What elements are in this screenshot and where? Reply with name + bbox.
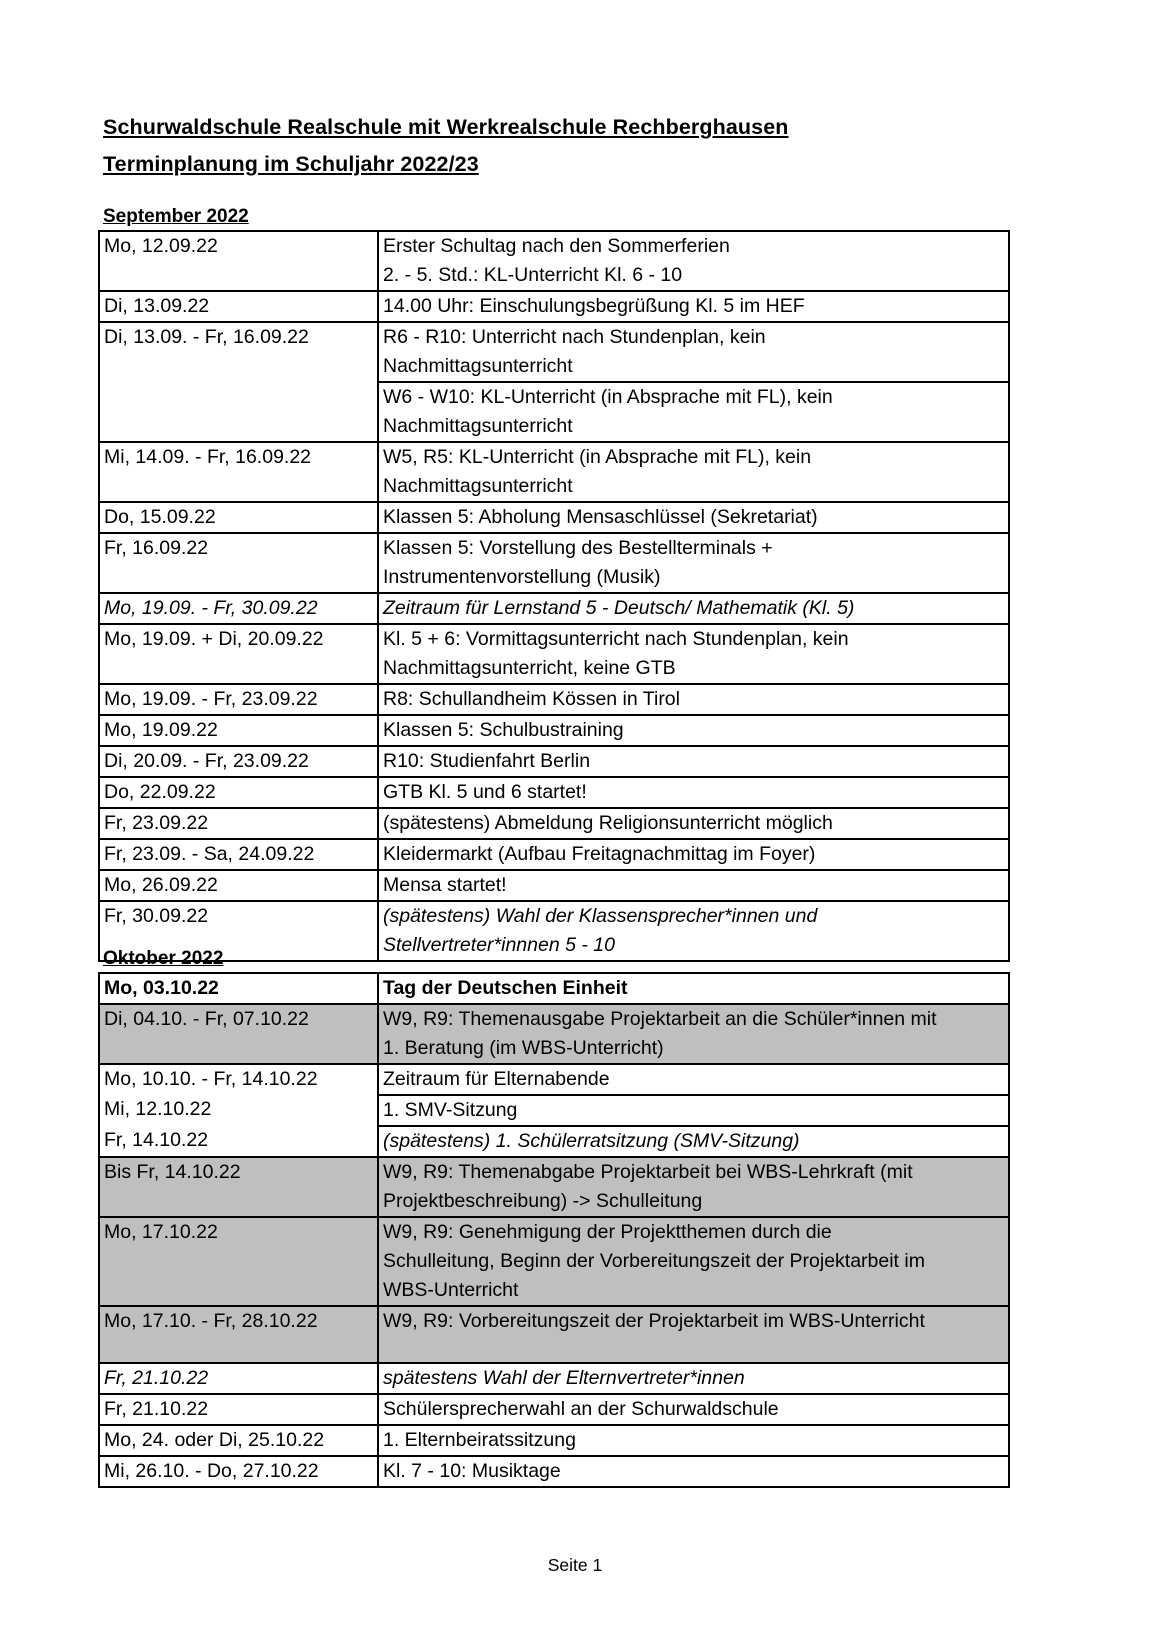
- date-cell: Fr, 21.10.22: [99, 1394, 378, 1425]
- date-cell: Mo, 19.09. - Fr, 30.09.22: [99, 593, 378, 624]
- event-line: Instrumentenvorstellung (Musik): [383, 566, 661, 588]
- event-line: Nachmittagsunterricht: [383, 415, 573, 437]
- event-cell: [378, 1363, 1009, 1394]
- date-cell: Mi, 12.10.22: [99, 1095, 378, 1126]
- event-cell: [378, 1004, 1009, 1064]
- event-line: R8: Schullandheim Kössen in Tirol: [383, 688, 680, 710]
- table-row: [99, 901, 1009, 961]
- event-line: (spätestens) Abmeldung Religionsunterricht möglich: [383, 812, 833, 834]
- event-line: Zeitraum für Elternabende: [383, 1068, 610, 1090]
- table-row: [99, 624, 1009, 684]
- table-row: [99, 1126, 1009, 1157]
- date-cell: Di, 20.09. - Fr, 23.09.22: [99, 746, 378, 777]
- event-cell: [378, 533, 1009, 593]
- table-row: [99, 322, 1009, 382]
- table-row: [99, 1394, 1009, 1425]
- event-line: Schülersprecherwahl an der Schurwaldschule: [383, 1398, 779, 1420]
- event-line: Klassen 5: Abholung Mensaschlüssel (Sekretariat): [383, 506, 818, 528]
- date-cell: Mo, 03.10.22: [99, 973, 378, 1004]
- table-row: [99, 1306, 1009, 1363]
- date-cell: Fr, 23.09. - Sa, 24.09.22: [99, 839, 378, 870]
- date-cell: Mi, 14.09. - Fr, 16.09.22: [99, 442, 378, 502]
- document-subtitle: Terminplanung im Schuljahr 2022/23: [103, 152, 479, 176]
- date-cell: [99, 382, 378, 442]
- month-heading-september: September 2022: [103, 206, 249, 227]
- table-row: [99, 1217, 1009, 1306]
- date-cell: Mo, 26.09.22: [99, 870, 378, 901]
- event-line: 1. Elternbeiratssitzung: [383, 1429, 576, 1451]
- event-line: (spätestens) 1. Schülerratsitzung (SMV-Sitzung): [383, 1130, 800, 1152]
- event-line: W6 - W10: KL-Unterricht (in Absprache mit FL), kein: [383, 386, 833, 408]
- table-row: [99, 777, 1009, 808]
- event-line: Erster Schultag nach den Sommerferien: [383, 235, 730, 257]
- event-line: Schulleitung, Beginn der Vorbereitungszeit der Projektarbeit im: [383, 1250, 925, 1272]
- date-cell: Di, 13.09.22: [99, 291, 378, 322]
- table-row: [99, 808, 1009, 839]
- table-row: [99, 715, 1009, 746]
- event-line: Nachmittagsunterricht: [383, 475, 573, 497]
- event-cell: [378, 322, 1009, 382]
- event-line: Projektbeschreibung) -> Schulleitung: [383, 1190, 703, 1212]
- month-heading-oktober: Oktober 2022: [103, 948, 224, 969]
- event-line: Nachmittagsunterricht: [383, 355, 573, 377]
- table-row: [99, 1095, 1009, 1126]
- event-cell: [378, 1306, 1009, 1363]
- event-line: Kl. 7 - 10: Musiktage: [383, 1460, 561, 1482]
- table-row: [99, 1064, 1009, 1095]
- table-row: [99, 1456, 1009, 1487]
- event-line: W9, R9: Themenausgabe Projektarbeit an die Schüler*innen mit: [383, 1008, 937, 1030]
- event-line: Stellvertreter*innnen 5 - 10: [383, 934, 615, 956]
- event-cell: [378, 777, 1009, 808]
- date-cell: Fr, 30.09.22: [99, 901, 378, 961]
- event-line: 1. SMV-Sitzung: [383, 1099, 518, 1121]
- event-line: Zeitraum für Lernstand 5 - Deutsch/ Mathematik (Kl. 5): [383, 597, 855, 619]
- event-line: 2. - 5. Std.: KL-Unterricht Kl. 6 - 10: [383, 264, 683, 286]
- date-cell: Mo, 10.10. - Fr, 14.10.22: [99, 1064, 378, 1095]
- date-cell: Mo, 19.09. - Fr, 23.09.22: [99, 684, 378, 715]
- event-cell: [378, 839, 1009, 870]
- event-line: GTB Kl. 5 und 6 startet!: [383, 781, 587, 803]
- date-cell: Fr, 23.09.22: [99, 808, 378, 839]
- event-cell: [378, 1126, 1009, 1157]
- event-line: 1. Beratung (im WBS-Unterricht): [383, 1037, 664, 1059]
- event-cell: [378, 593, 1009, 624]
- event-cell: [378, 1157, 1009, 1217]
- oktober-schedule-table: [98, 972, 1010, 1488]
- table-row: [99, 1157, 1009, 1217]
- table-row: [99, 1425, 1009, 1456]
- september-schedule-table: [98, 230, 1010, 962]
- date-cell: Mo, 19.09.22: [99, 715, 378, 746]
- date-cell: Fr, 16.09.22: [99, 533, 378, 593]
- table-row: [99, 1004, 1009, 1064]
- event-cell: [378, 291, 1009, 322]
- event-line: spätestens Wahl der Elternvertreter*innen: [383, 1367, 745, 1389]
- event-cell: [378, 684, 1009, 715]
- event-line: Klassen 5: Schulbustraining: [383, 719, 624, 741]
- event-cell: [378, 1456, 1009, 1487]
- event-line: Kleidermarkt (Aufbau Freitagnachmittag im Foyer): [383, 843, 816, 865]
- date-cell: Do, 15.09.22: [99, 502, 378, 533]
- table-row: [99, 839, 1009, 870]
- event-cell: [378, 502, 1009, 533]
- table-row: [99, 1363, 1009, 1394]
- event-cell: [378, 901, 1009, 961]
- table-row: [99, 870, 1009, 901]
- date-cell: Di, 04.10. - Fr, 07.10.22: [99, 1004, 378, 1064]
- date-cell: Mo, 19.09. + Di, 20.09.22: [99, 624, 378, 684]
- date-cell: Mo, 24. oder Di, 25.10.22: [99, 1425, 378, 1456]
- event-cell: [378, 746, 1009, 777]
- event-line: Kl. 5 + 6: Vormittagsunterricht nach Stundenplan, kein: [383, 628, 849, 650]
- table-row: [99, 502, 1009, 533]
- date-cell: Fr, 21.10.22: [99, 1363, 378, 1394]
- event-line: Klassen 5: Vorstellung des Bestellterminals +: [383, 537, 773, 559]
- page-number: Seite 1: [547, 1555, 603, 1575]
- table-row: [99, 684, 1009, 715]
- event-cell: [378, 1217, 1009, 1306]
- event-cell: [378, 624, 1009, 684]
- event-line: Mensa startet!: [383, 874, 507, 896]
- event-line: 14.00 Uhr: Einschulungsbegrüßung Kl. 5 im HEF: [383, 295, 805, 317]
- document-title: Schurwaldschule Realschule mit Werkrealschule Rechberghausen: [103, 115, 789, 139]
- event-line: W9, R9: Themenabgabe Projektarbeit bei WBS-Lehrkraft (mit: [383, 1161, 913, 1183]
- event-cell: [378, 1095, 1009, 1126]
- table-row: [99, 593, 1009, 624]
- date-cell: Mi, 26.10. - Do, 27.10.22: [99, 1456, 378, 1487]
- event-cell: [378, 1394, 1009, 1425]
- table-row: [99, 382, 1009, 442]
- event-line: WBS-Unterricht: [383, 1279, 519, 1301]
- event-line: (spätestens) Wahl der Klassensprecher*innen und: [383, 905, 818, 927]
- date-cell: Di, 13.09. - Fr, 16.09.22: [99, 322, 378, 382]
- event-line: W9, R9: Vorbereitungszeit der Projektarbeit im WBS-Unterricht: [383, 1310, 925, 1332]
- date-cell: Fr, 14.10.22: [99, 1126, 378, 1157]
- event-line: Tag der Deutschen Einheit: [383, 977, 628, 999]
- event-line: W9, R9: Genehmigung der Projektthemen durch die: [383, 1221, 832, 1243]
- event-cell: [378, 1064, 1009, 1095]
- table-row: [99, 746, 1009, 777]
- event-cell: [378, 382, 1009, 442]
- date-cell: Mo, 17.10. - Fr, 28.10.22: [99, 1306, 378, 1363]
- event-cell: [378, 442, 1009, 502]
- date-cell: Mo, 17.10.22: [99, 1217, 378, 1306]
- event-cell: [378, 1425, 1009, 1456]
- event-line: W5, R5: KL-Unterricht (in Absprache mit FL), kein: [383, 446, 812, 468]
- date-cell: Bis Fr, 14.10.22: [99, 1157, 378, 1217]
- event-line: Nachmittagsunterricht, keine GTB: [383, 657, 676, 679]
- table-row: [99, 442, 1009, 502]
- event-cell: [378, 715, 1009, 746]
- event-line: R10: Studienfahrt Berlin: [383, 750, 591, 772]
- event-cell: [378, 808, 1009, 839]
- event-cell: [378, 870, 1009, 901]
- table-row: [99, 231, 1009, 291]
- date-cell: Mo, 12.09.22: [99, 231, 378, 291]
- table-row: [99, 973, 1009, 1004]
- date-cell: Do, 22.09.22: [99, 777, 378, 808]
- event-cell: [378, 973, 1009, 1004]
- table-row: [99, 533, 1009, 593]
- event-line: R6 - R10: Unterricht nach Stundenplan, kein: [383, 326, 766, 348]
- event-cell: [378, 231, 1009, 291]
- table-row: [99, 291, 1009, 322]
